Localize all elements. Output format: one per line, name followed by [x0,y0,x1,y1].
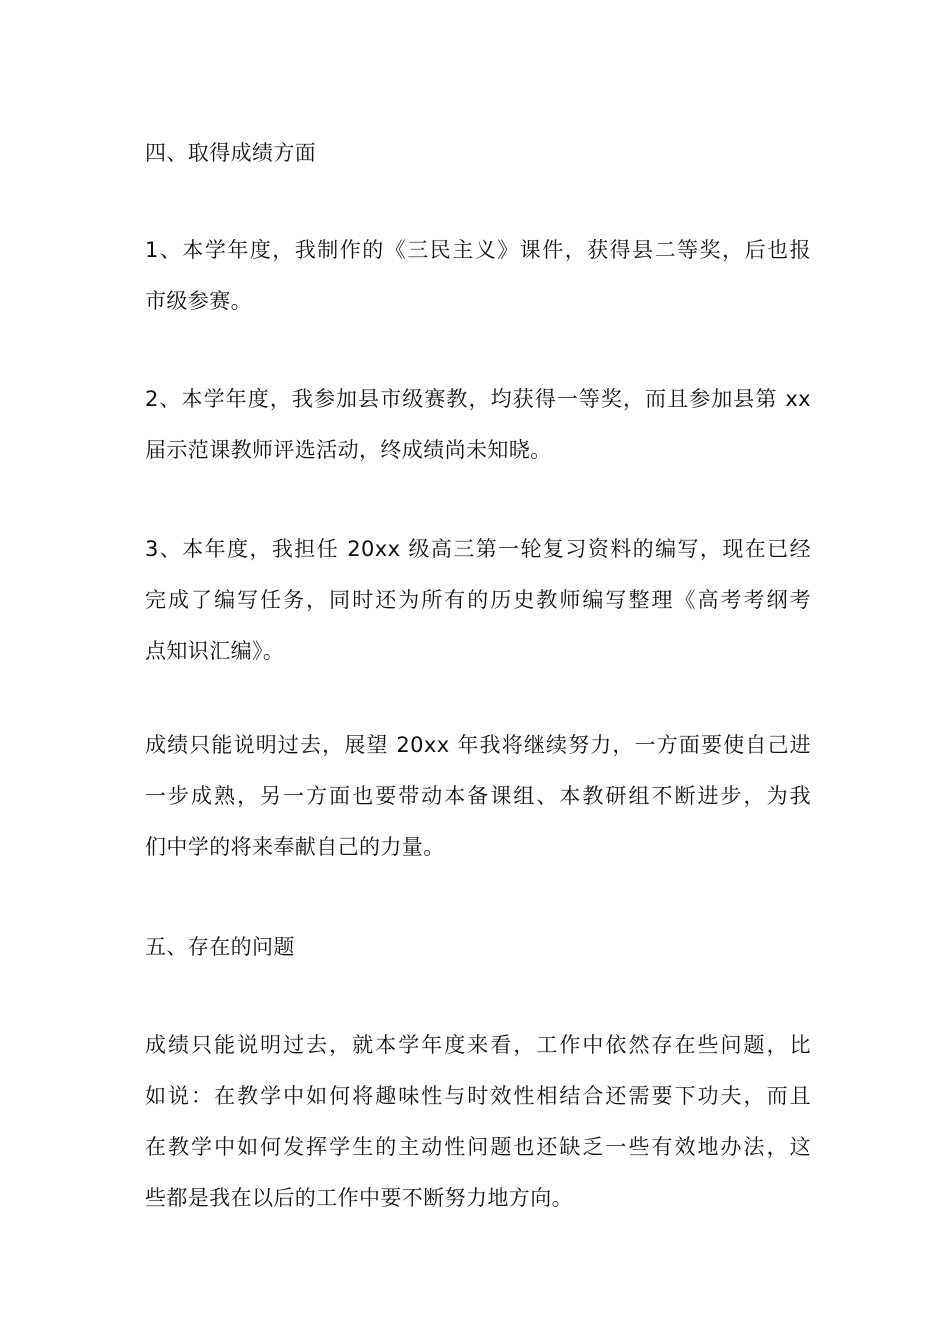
heading-text: 五、存在的问题 [145,935,295,959]
paragraph-line: 届示范课教师评选活动，终成绩尚未知晓。 [145,438,552,462]
section-heading-achievements [145,128,811,179]
achievement-item-1 [145,225,811,327]
paragraph-line: 们中学的将来奉献自己的力量。 [145,835,445,859]
problems-paragraph [145,1020,811,1224]
paragraph-line: 如说：在教学中如何将趣味性与时效性相结合还需要下功夫，而且 [145,1084,811,1108]
heading-text: 四、取得成绩方面 [145,141,317,165]
paragraph-line: 成绩只能说明过去，展望 20xx 年我将继续努力，一方面要使自己进 [145,733,811,757]
paragraph-line: 2、本学年度，我参加县市级赛教，均获得一等奖，而且参加县第 xx [145,387,811,411]
paragraph-line: 市级参赛。 [145,289,252,313]
achievement-item-3 [145,524,811,677]
achievement-item-2 [145,374,811,476]
paragraph-line: 一步成熟，另一方面也要带动本备课组、本教研组不断进步，为我 [145,784,811,808]
paragraph-line: 完成了编写任务，同时还为所有的历史教师编写整理《高考考纲考 [145,588,811,612]
outlook-paragraph [145,720,811,873]
section-heading-problems [145,922,811,973]
paragraph-line: 些都是我在以后的工作中要不断努力地方向。 [145,1186,573,1210]
paragraph-line: 1、本学年度，我制作的《三民主义》课件，获得县二等奖，后也报 [145,238,811,262]
paragraph-line: 在教学中如何发挥学生的主动性问题也还缺乏一些有效地办法，这 [145,1135,811,1159]
paragraph-line: 3、本年度，我担任 20xx 级高三第一轮复习资料的编写，现在已经 [145,537,811,561]
paragraph-line: 点知识汇编》。 [145,639,285,663]
paragraph-line: 成绩只能说明过去，就本学年度来看，工作中依然存在些问题，比 [145,1033,811,1057]
